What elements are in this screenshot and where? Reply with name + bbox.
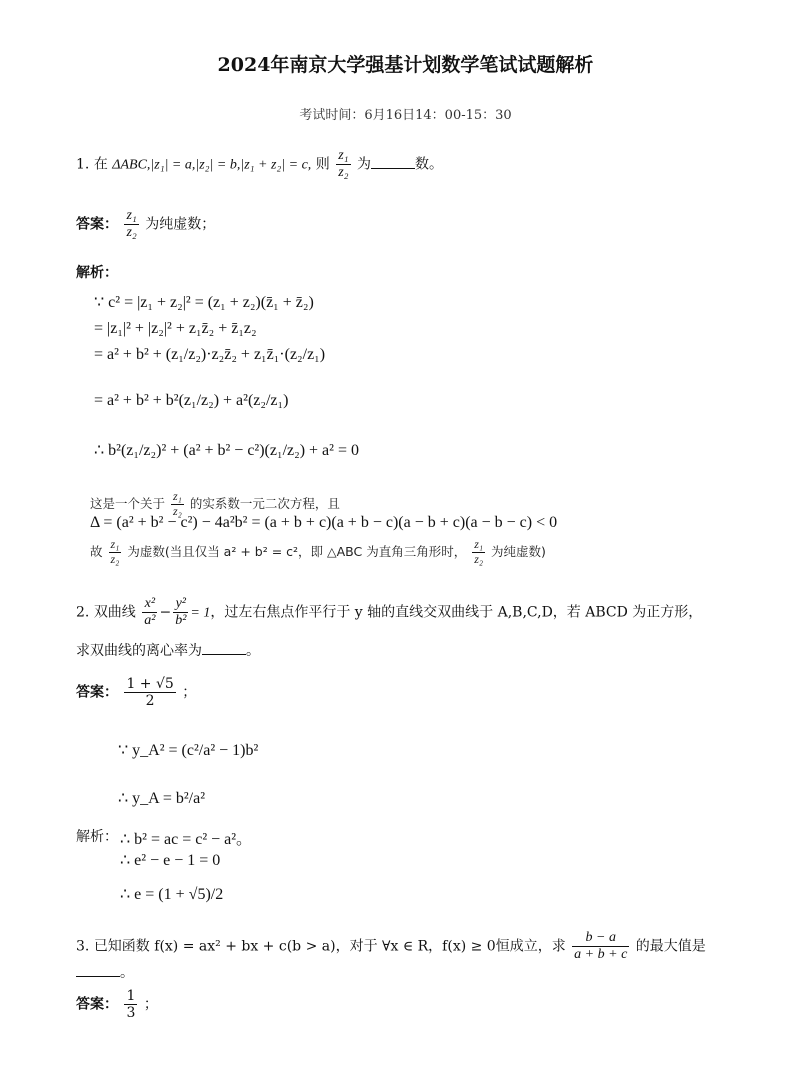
page-title: 2024年南京大学强基计划数学笔试试题解析	[217, 54, 594, 76]
q1-delta: Δ = (a² + b² − c²) − 4a²b² = (a + b + c)(a + b − c)(a − b + c)(a − b − c) < 0	[90, 514, 558, 531]
question-2: 2. 双曲线 $\frac{\text{x²}}{\text{a²}}$ − $\frac{\text{y²}}{\text{b²}}$ = 1，过左右焦点作平行于 y 轴的直线交双曲线于 A,B,C,D，若 ABCD 为正方形，	[76, 596, 703, 629]
answer-1: 答案： $\frac{\text{z₁}}{\text{z₂}}$ 为纯虚数；	[76, 208, 216, 241]
q2-step-5: ∴ e = (1 + √5)/2	[120, 886, 224, 903]
q1-step-2: = |z₁|² + |z₂|² + z₁z̄₂ + z̄₁z₂	[94, 320, 257, 337]
answer-blank	[371, 154, 415, 169]
q1-step-1: ∵ c² = |z₁ + z₂|² = (z₁ + z₂)(z̄₁ + z̄₂)	[94, 294, 314, 311]
q1-note-3: 故 $\frac{\text{z₁}}{\text{z₂}}$ 为虚数(当且仅当 a² + b² = c²，即 △ABC 为直角三角形时， $\frac{\text{z₁}}{\text{z₂}}$ 为纯虚数)	[90, 537, 546, 566]
q2-step-2: ∴ y_A = b²/a²	[118, 790, 206, 807]
question-3: 3. 已知函数 f(x) = ax² + bx + c(b > a)，对于 ∀x ∈ R，f(x) ≥ 0恒成立，求 $\frac{b - a}{a + b + c}$ 的最大值是	[76, 930, 706, 963]
exam-time: 考试时间：6月16日14：00-15：30	[299, 108, 512, 123]
question-number: 3.	[76, 938, 90, 955]
q2-analysis: 解析：	[76, 829, 118, 845]
answer-2: 答案： $\frac{1 + √5}{2}$ ；	[76, 676, 197, 710]
q1-step-5: ∴ b²(z₁/z₂)² + (a² + b² − c²)(z₁/z₂) + a² = 0	[94, 442, 359, 459]
answer-3: 答案： $\frac{1}{3}$ ；	[76, 988, 158, 1022]
answer-blank	[202, 640, 246, 655]
question-1: 1. 在 ΔABC,|z₁| = a,|z₂| = b,|z₁ + z₂| = c, 则 $\frac{\text{z₁}}{\text{z₂}}$ 为 数。	[76, 148, 443, 181]
q1-step-3: = a² + b² + (z₁/z₂)·z₂z̄₂ + z₁z̄₁·(z₂/z₁)	[94, 346, 326, 363]
q1-note-1: 这是一个关于 $\frac{\text{z₁}}{\text{z₂}}$ 的实系数一元二次方程，且	[90, 489, 340, 518]
question-number: 1.	[76, 156, 90, 173]
question-3-line-2: 。	[76, 962, 134, 984]
condition: ΔABC,|z₁| = a,|z₂| = b,|z₁ + z₂| = c,	[112, 157, 312, 173]
analysis-label: 解析：	[76, 265, 118, 281]
question-number: 2.	[76, 604, 90, 621]
fraction: $\frac{\text{z₁}}{\text{z₂}}$	[338, 148, 349, 181]
q2-step-4: ∴ e² − e − 1 = 0	[120, 852, 221, 869]
question-2-line-2: 求双曲线的离心率为 。	[76, 640, 260, 662]
q2-step-3: ∴ b² = ac = c² − a²。	[120, 831, 253, 848]
q1-step-4: = a² + b² + b²(z₁/z₂) + a²(z₂/z₁)	[94, 392, 289, 409]
answer-label: 答案：	[76, 216, 118, 233]
q2-step-1: ∵ y_A² = (c²/a² − 1)b²	[118, 742, 259, 759]
answer-blank	[76, 962, 120, 977]
